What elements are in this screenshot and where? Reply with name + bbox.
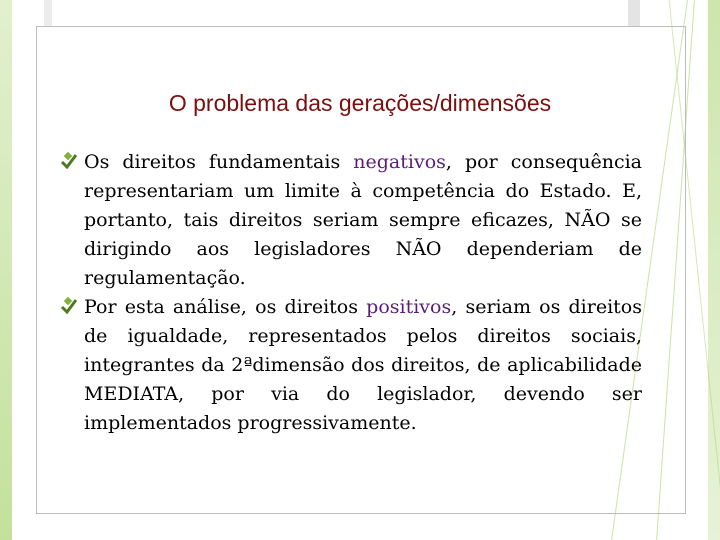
highlight-negativos: negativos bbox=[353, 151, 446, 173]
bullet-item bbox=[60, 148, 642, 293]
decor-left-stripe bbox=[0, 0, 12, 540]
decor-right-stripe bbox=[708, 0, 720, 540]
diamond-check-icon bbox=[60, 297, 78, 315]
bullet-text: , por consequência representariam um limite à competência do Estado. E, portanto, tais direitos seriam sempre eficazes, NÃO se dirigindo aos legisladores NÃO dependeriam de regulamentação. bbox=[84, 151, 642, 289]
bullet-text: Por esta análise, os direitos bbox=[84, 296, 367, 318]
bullet-item bbox=[60, 293, 642, 438]
decor-bar bbox=[628, 0, 640, 26]
highlight-positivos: positivos bbox=[366, 296, 452, 318]
diamond-check-icon bbox=[60, 152, 78, 170]
slide-title: O problema das gerações/dimensões bbox=[168, 90, 552, 116]
decor-bar bbox=[44, 0, 52, 26]
slide-content bbox=[60, 148, 642, 438]
bullet-text: Os direitos fundamentais bbox=[84, 151, 354, 173]
bullet-text: , seriam os direitos de igualdade, representados pelos direitos sociais, integrantes da 2ªdimensão dos direitos, de aplicabilidade MEDIATA, por via do legislador, devendo ser implementados progressivamente. bbox=[84, 296, 642, 434]
